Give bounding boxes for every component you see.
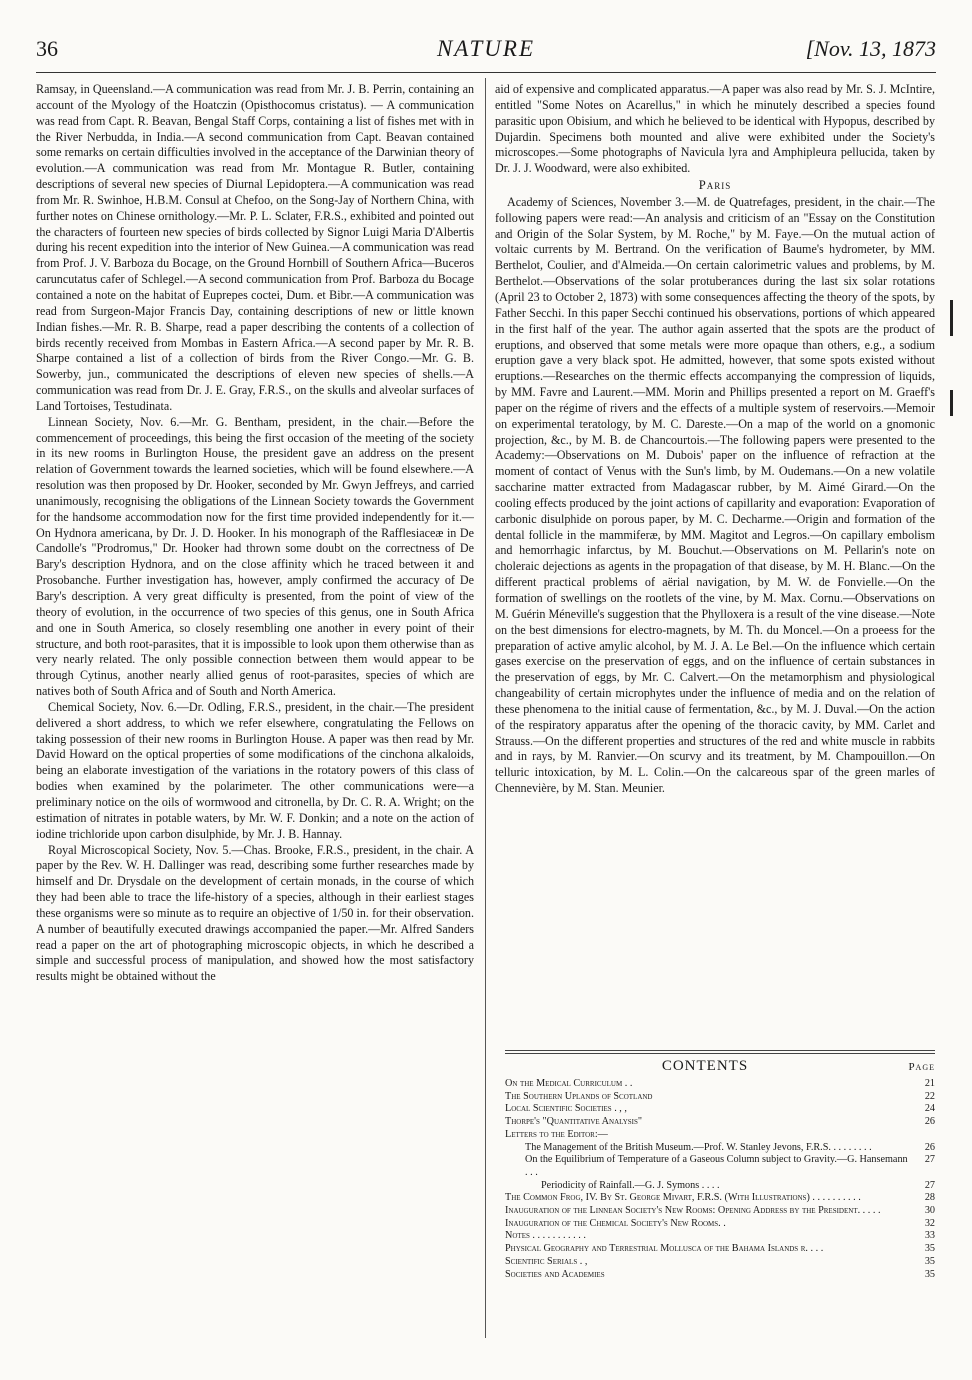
contents-entry-page: 30 — [924, 1205, 935, 1217]
contents-entry-page: 26 — [924, 1141, 935, 1153]
contents-rule-top — [505, 1050, 935, 1051]
contents-entry — [505, 1230, 935, 1243]
left-column — [36, 82, 474, 1344]
contents-page-label: Page — [908, 1061, 935, 1073]
contents-entry — [505, 1129, 935, 1142]
contents-entry-title: The Management of the British Museum.—Prof. W. Stanley Jevons, F.R.S. . . . . . . . . — [525, 1141, 872, 1153]
contents-entry-page: 35 — [924, 1255, 935, 1267]
contents-entry-title: On the Medical Curriculum . . — [505, 1078, 633, 1089]
contents-entry-title: Thorpe's "Quantitative Analysis" — [505, 1116, 643, 1128]
contents-rule-second — [505, 1053, 935, 1054]
contents-entry-title: Periodicity of Rainfall.—G. J. Symons . . . . — [541, 1179, 720, 1191]
contents-entry-title: Physical Geography and Terrestrial Mollusca of the Bahama Islands r. . . . — [505, 1243, 824, 1255]
contents-entry-title: Inauguration of the Chemical Society's New Rooms. . — [505, 1217, 726, 1229]
paragraph-linnean-society: Linnean Society, Nov. 6.—Mr. G. Bentham, president, in the chair.—Before the commencement of proceedings, this being the first occasion of the meeting of the society in its new rooms in Burlington House, the president gave an address on the present relation of Government towards the learned societies, which will be found elsewhere.—A resolution was then proposed by Dr. Hooker, seconded by Mr. Gwyn Jeffreys, and carried unanimously, recognising the obligations of the Linnean Society towards the Government for the handsome accommodation now for the first time provided independently for it.—On Hydnora americana, by Dr. J. D. Hooker. In his monograph of the Rafflesiaceæ in De Candolle's "Prodromus," Dr. Hooker had thrown some doubt on the correctness of De Bary's description Hydnora, and on the close affinity which he traced between it and Prosobanche. Further investigation has, however, amply confirmed the accuracy of De Bary's description. A very great difficulty is presented, from the point of view of the theory of evolution, in the occurrence of two species of this genus, one in South Africa and one in South America, so closely resembling one another in every point of their structure, and both root-parasites, that it is impossible to look upon them otherwise than as very nearly related. The only possible connection between them would appear to be through Cytinus, another nearly allied genus of root-parasites, species of which are natives both of South Africa and of South and North America. — [36, 414, 474, 699]
page-number: 36 — [36, 36, 58, 61]
header-rule — [36, 72, 936, 73]
paragraph-royal-microscopical-society: Royal Microscopical Society, Nov. 5.—Chas. Brooke, F.R.S., president, in the chair. A paper by the Rev. W. H. Dallinger was read, describing some further researches made by himself and Dr. Drysdale on the development of certain monads, in the course of which they had been able to trace the life-history of a species, although in their earliest stages these organisms were so minute as to require an objective of 1/50 in. for their observation. A number of beautifully executed drawings accompanied the paper.—Mr. Alfred Sanders read a paper on the art of photographing microscopic objects, in which he described a simple and successful process of manipulation, and showed how the most satisfactory results might be obtained without the — [36, 842, 474, 984]
contents-entry-page: 24 — [924, 1103, 935, 1115]
contents-entry — [505, 1091, 935, 1104]
right-column — [495, 82, 935, 797]
page-header — [36, 36, 936, 70]
contents-entry — [505, 1218, 935, 1231]
contents-entry-page: 33 — [924, 1230, 935, 1242]
contents-entry-title: Letters to the Editor:— — [505, 1128, 608, 1140]
journal-title: NATURE — [436, 36, 536, 61]
contents-entry-title: Scientific Serials . , — [505, 1255, 588, 1267]
paragraph-zoological-continued: Ramsay, in Queensland.—A communication was read from Mr. J. B. Perrin, containing an account of the Myology of the Hoatczin (Opisthocomus cristatus). — A communication was read from Capt. R. Beavan, Bengal Staff Corps, containing a list of fishes met with in the River Nerbudda, in India.—A second communication from Capt. Beavan contained some remarks on certain difficulties involved in the acceptance of the Darwinian theory of evolution.—A communication was read from Mr. Montague R. Butler, containing descriptions of several new species of Diurnal Lepidoptera.—A communication was read from Mr. R. Swinhoe, H.B.M. Consul at Chefoo, on the Song-Jay of Northern China, with further notes on Chinese ornithology.—Mr. P. L. Sclater, F.R.S., exhibited and pointed out the characters of fourteen new species of birds collected by Signor Luigi Maria D'Albertis during his recent expedition into the interior of New Guinea.—A communication was read from Prof. J. V. Barboza du Bocage, on the Ground Hornbill of Southern Africa—Buceros caruncutatus cafer of Schlegel.—A second communication from Prof. Barboza du Bocage contained a note on the habitat of Euprepes coctei, Dum. et Bibr.—A communication was read from Surgeon-Major Francis Day, containing descriptions of new or little known Indian fishes.—Mr. R. B. Sharpe, read a paper describing the contents of a collection of birds recently received from Mombas in Eastern Africa.—A second paper by Mr. R. B. Sharpe contained a list of a collection of birds from the River Congo.—Mr. G. B. Sowerby, jun., communicated the descriptions of eleven new species of shells.—A communication was read from Dr. J. E. Gray, F.R.S., on the skulls and alveolar surfaces of Land Tortoises, Testudinata. — [36, 82, 474, 413]
paragraph-academy-of-sciences: Academy of Sciences, November 3.—M. de Quatrefages, president, in the chair.—The following papers were read:—An analysis and criticism of an "Essay on the Constitution and Origin of the Solar System, by M. Roche," by M. Faye.—On the mutual action of voltaic currents by M. Bertrand. On the verification of Baume's hydrometer, by MM. Berthelot, Coulier, and d'Almeida.—On certain calorimetric values and problems, by M. Berthelot.—Observations of the solar protuberances during the last six solar rotations (April 23 to October 2, 1873) with some consequences affecting the theory of the spots, by Father Secchi. In this paper Secchi continued his observations, portions of which appeared in the first half of the year. The author again asserted that the spots are the product of eruptions, and observed that some metals were more opaque than others, e.g., a sodium eruption gave a very black spot. He admitted, however, that some spots existed without eruptions.—Researches on the thermic effects accompanying the compression of liquids, by MM. Favre and Laurent.—MM. Morin and Phillips presented a report on M. Graeff's paper on the régime of rivers and the effects of a multiple system of reservoirs.—Memoir on experimental teratology, by M. C. Dareste.—On a map of the world on a gnomonic projection, &c., by M. B. de Chancourtois.—The following papers were presented to the Academy:—Observations on M. Dubois' paper on the influence of refraction at the moment of contact of Venus with the Sun's limb, by M. Oudemans.—On a new volatile saccharine matter extracted from Madagascar rubber, by M. Aimé Girard.—On the cooling effects produced by the joint actions of capillarity and evaporation: Evaporation of carbonic disulphide on porous paper, by M. C. Decharme.—Origin and formation of the dental follicle in the mammiferæ, by MM. Magitot and Legros.—On capillary embolism and hemorrhagic infarctus, by M. Bouchut.—Observations on M. Pellarin's note on choleraic dejections as agents in the propagation of that disease, by M. H. Blanc.—On the different practical problems of aërial navigation, by M. W. de Fonvielle.—On the formation of swellings on the rootlets of the vine, by M. Max. Cornu.—Observations on M. Guérin Méneville's suggestion that the Phylloxera is a result of the vine disease.—Note on the best dimensions for electro-magnets, by M. Th. du Moncel.—On a proeess for the preparation of active amylic alcohol, by M. J. A. Le Bel.—On the influence which certain gases exercise on the preservation of eggs, and on the influence of certain substances in the preservation of eggs, by Mr. C. Calvert.—On the metamorphism and physiological changeability of certain microphytes under the influence of media and on the relation of these phenomena to the initial cause of fermentation, &c., by M. J. Duval.—On the action of the respiratory apparatus after the opening of the thoracic cavity, by MM. Carlet and Strauss.—On the different properties and structures of the red and white muscle in rabbits and in rays, by M. Ranvier.—On scurvy and its treatment, by M. Champouillon.—On telluric intoxication, by M. L. Colin.—On the calcareous spar of the green marles of Chennevière, by M. Stan. Meunier. — [495, 194, 935, 796]
contents-entry-title: Societies and Academies — [505, 1268, 605, 1280]
contents-entry-page: 28 — [924, 1192, 935, 1204]
contents-entry-title: The Southern Uplands of Scotland — [505, 1090, 653, 1102]
margin-mark — [950, 390, 953, 416]
contents-entry — [505, 1154, 935, 1179]
contents-entry-page: 21 — [924, 1078, 935, 1089]
contents-entry — [505, 1180, 935, 1193]
paragraph-microscopical-continued: aid of expensive and complicated apparatus.—A paper was also read by Mr. S. J. McIntire, entitled "Some Notes on Acarellus," in which he minutely described a species found parasitic upon Obisium, and which he believed to be identical with Hypopus, described by Dujardin. Specimens both mounted and alive were exhibited under the Society's microscopes.—Some photographs of Navicula lyra and Amphipleura pellucida, taken by Dr. J. J. Woodward, were also exhibited. — [495, 82, 935, 176]
contents-box — [505, 1050, 935, 1281]
contents-entry — [505, 1103, 935, 1116]
section-heading-paris: Paris — [698, 178, 732, 193]
contents-entry-title: Local Scientific Societies . , , — [505, 1103, 627, 1115]
contents-entry-page: 27 — [924, 1179, 935, 1191]
contents-entry — [505, 1256, 935, 1269]
contents-list — [505, 1078, 935, 1281]
contents-entry-title: The Common Frog, IV. By St. George Mivart, F.R.S. (With Illustrations) . . . . . . . . . . — [505, 1192, 861, 1204]
margin-mark — [950, 300, 953, 336]
contents-entry — [505, 1243, 935, 1256]
contents-entry — [505, 1269, 935, 1282]
contents-entry-title: On the Equilibrium of Temperature of a Gaseous Column subject to Gravity.—G. Hansemann . . . — [525, 1154, 908, 1178]
contents-entry — [505, 1192, 935, 1205]
contents-title: CONTENTS — [661, 1058, 749, 1074]
contents-entry-title: Notes . . . . . . . . . . . — [505, 1230, 586, 1242]
contents-entry-page: 35 — [924, 1243, 935, 1255]
contents-entry-page: 35 — [924, 1268, 935, 1280]
contents-entry-page: 27 — [924, 1154, 935, 1166]
contents-entry — [505, 1142, 935, 1155]
contents-entry-page: 32 — [924, 1217, 935, 1229]
column-divider — [485, 78, 486, 1338]
paragraph-chemical-society: Chemical Society, Nov. 6.—Dr. Odling, F.R.S., president, in the chair.—The president delivered a short address, to which we refer elsewhere, congratulating the Fellows on taking possession of their new rooms in Burlington House. A paper was then read by Mr. David Howard on the optical properties of some modifications of the cinchona alkaloids, being an elaborate investigation of the variations in the rotatory powers of this class of bodies when examined by the polarimeter. The other communications were—a preliminary notice on the oils of wormwood and citronella, by Dr. C. R. A. Wright; on the estimation of nitrates in potable waters, by Mr. W. F. Donkin; and a note on the action of iodine trichloride upon carbon disulphide, by Mr. J. B. Hannay. — [36, 699, 474, 841]
issue-date: [Nov. 13, 1873 — [805, 36, 936, 61]
contents-entry — [505, 1116, 935, 1129]
contents-entry-title: Inauguration of the Linnean Society's New Rooms: Opening Address by the President. . . . . — [505, 1205, 881, 1217]
contents-entry-page: 26 — [924, 1116, 935, 1128]
contents-entry — [505, 1205, 935, 1218]
contents-entry — [505, 1078, 935, 1091]
contents-entry-page: 22 — [924, 1090, 935, 1102]
contents-header — [505, 1058, 935, 1078]
